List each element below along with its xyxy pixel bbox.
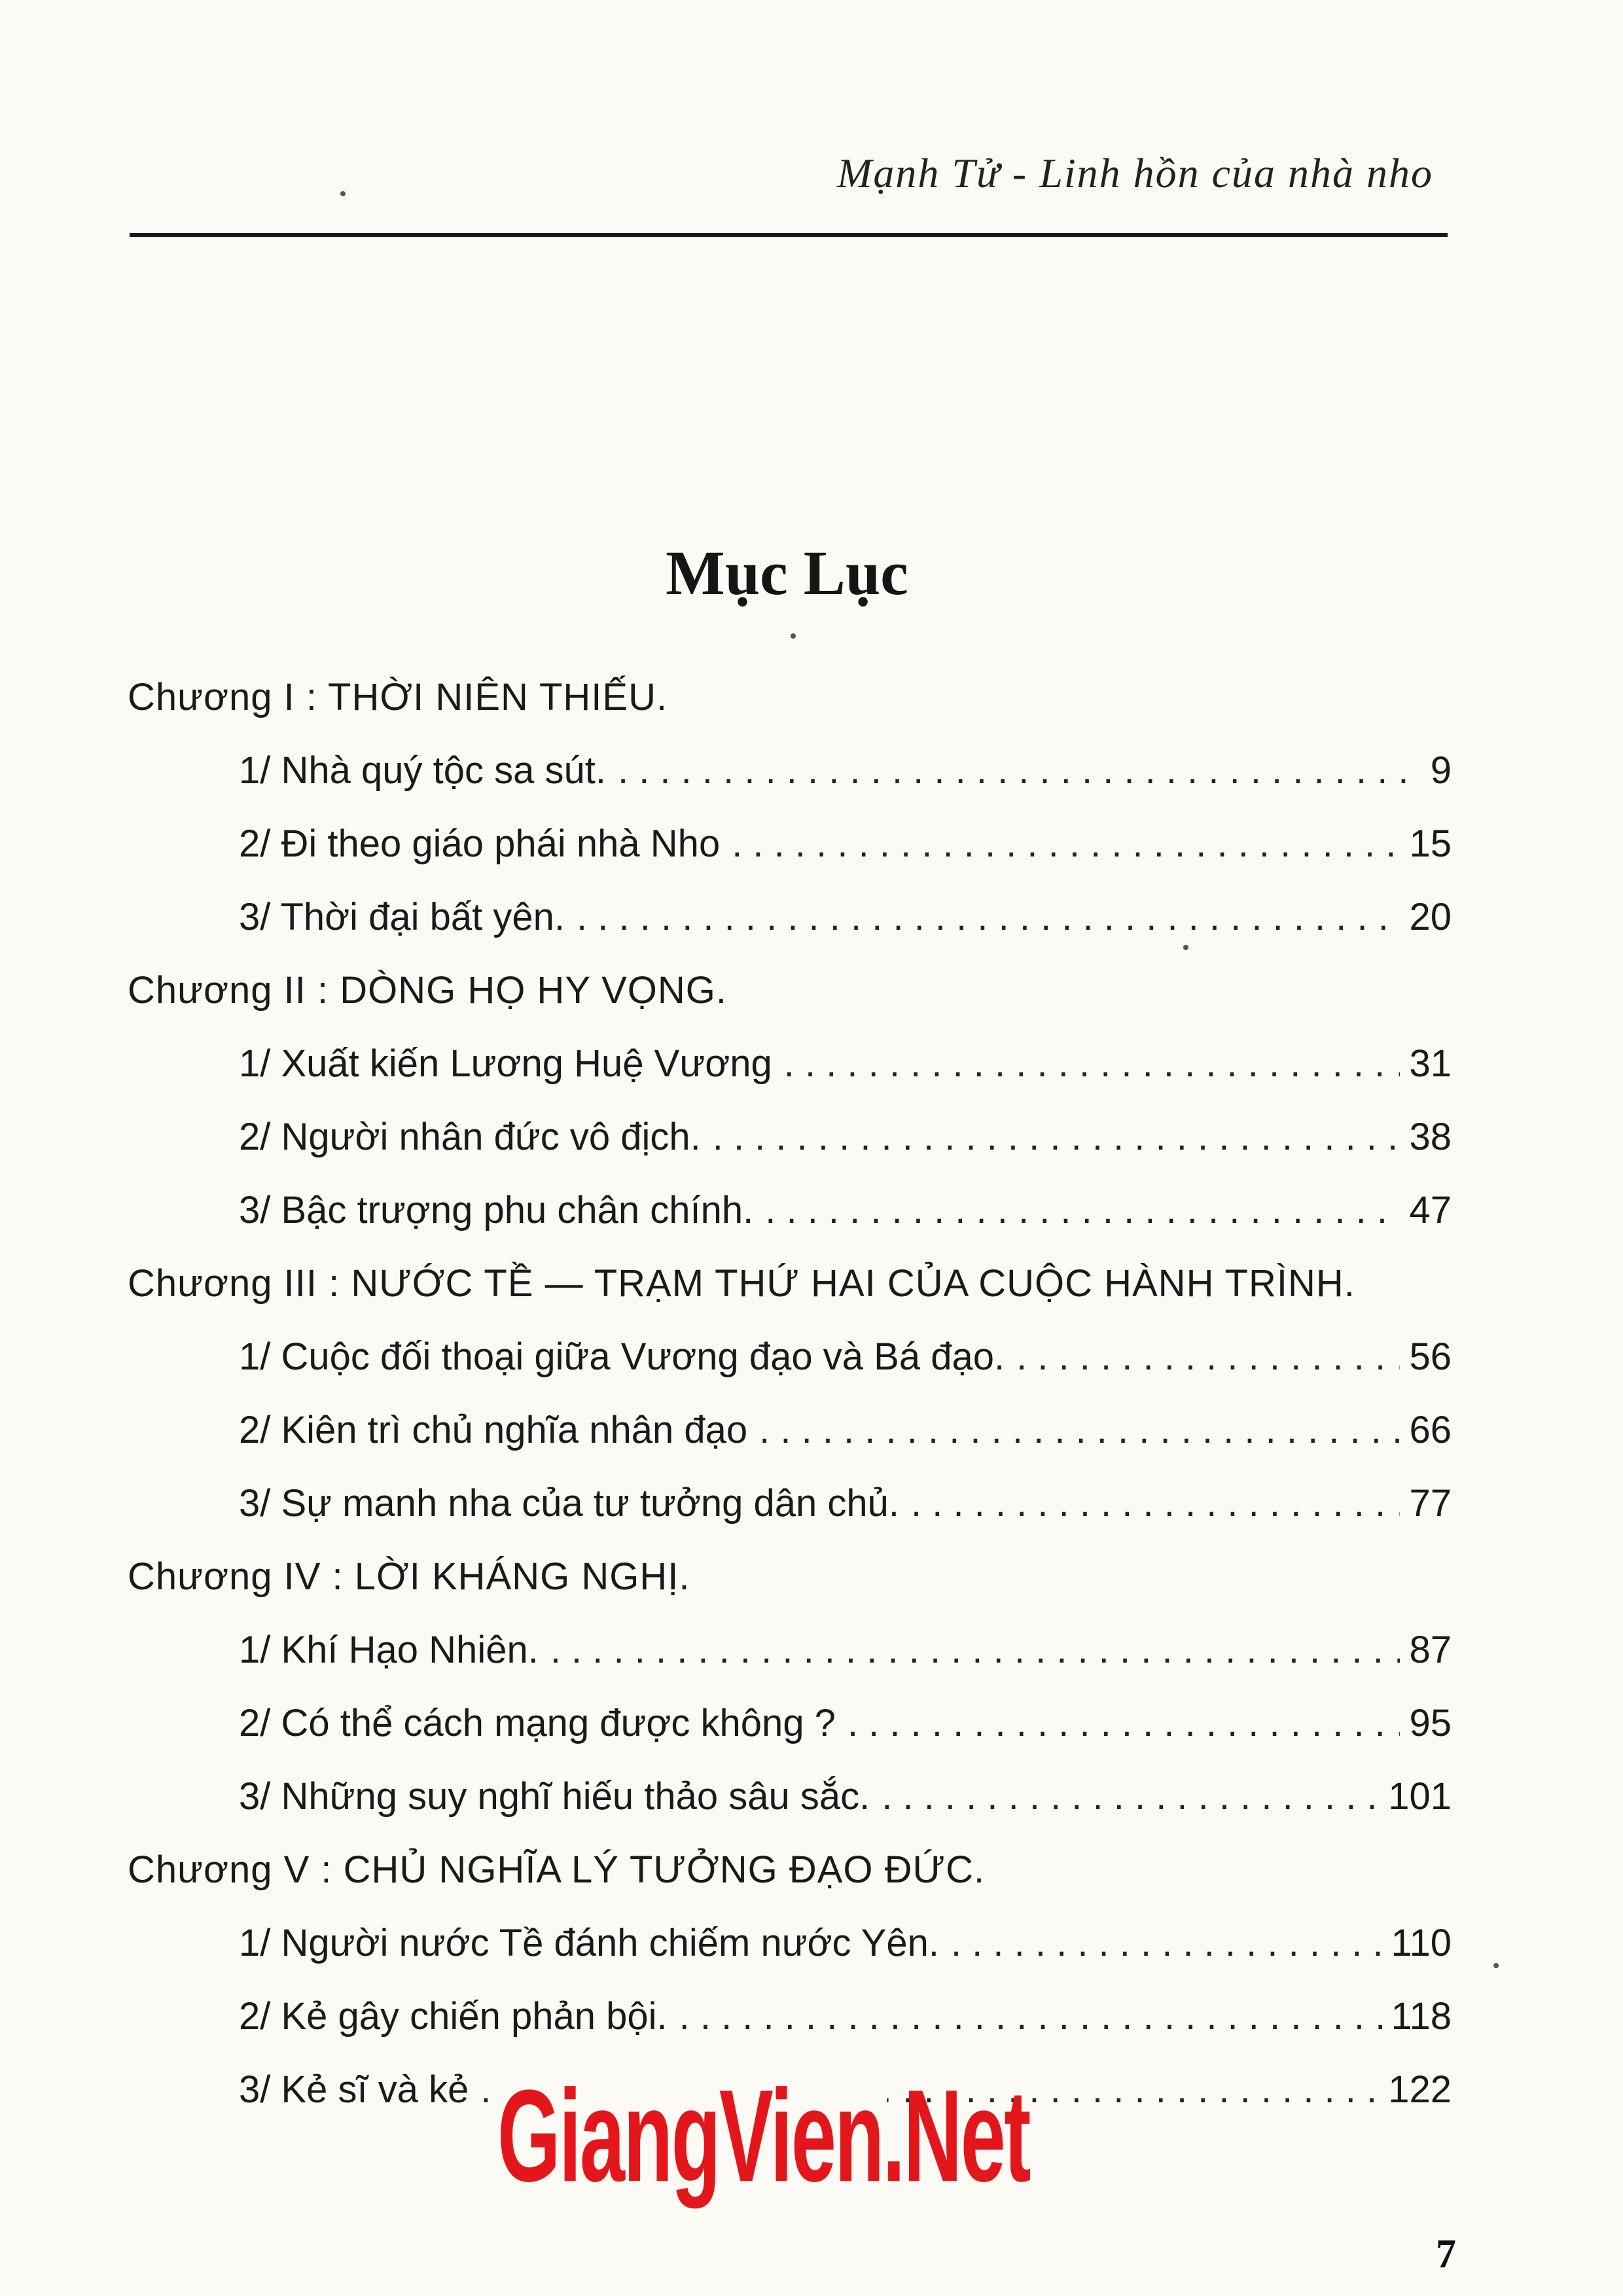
- toc-entry: [0, 807, 1623, 881]
- entry-label: 2/ Kiên trì chủ nghĩa nhân đạo: [239, 1409, 748, 1451]
- toc-entry: [0, 1980, 1623, 2053]
- table-of-contents: [0, 661, 1623, 2127]
- entry-page: 66: [1409, 1409, 1452, 1451]
- entry-label: 2/ Có thể cách mạng được không ?: [239, 1702, 836, 1744]
- watermark-text: GiangVien.Net: [497, 2058, 887, 2215]
- entry-label: 3/ Thời đại bất yên.: [239, 896, 565, 938]
- entry-page: 56: [1409, 1335, 1452, 1378]
- dot-leader: [713, 1101, 1400, 1174]
- entry-page: 31: [1409, 1042, 1452, 1085]
- dot-leader: [759, 1394, 1400, 1467]
- toc-entry: [0, 881, 1623, 954]
- entry-page: 87: [1409, 1629, 1452, 1671]
- chapter-heading: Chương IV : LỜI KHÁNG NGHỊ.: [128, 1555, 690, 1598]
- dot-leader: [550, 1614, 1400, 1687]
- entry-label: 1/ Cuộc đối thoại giữa Vương đạo và Bá đạo.: [239, 1335, 1005, 1378]
- chapter-heading: Chương I : THỜI NIÊN THIẾU.: [128, 676, 668, 718]
- entry-label: 2/ Đi theo giáo phái nhà Nho: [239, 822, 721, 865]
- watermark-logo: [497, 2058, 1126, 2215]
- toc-entry: [0, 1174, 1623, 1247]
- dot-leader: [847, 1687, 1400, 1760]
- dot-leader: [882, 1760, 1379, 1833]
- toc-entry: [0, 734, 1623, 807]
- entry-label: 1/ Khí Hạo Nhiên.: [239, 1629, 539, 1671]
- dot-leader: [577, 881, 1400, 954]
- entry-page: 47: [1409, 1189, 1452, 1231]
- dot-leader: [732, 807, 1400, 881]
- entry-page: 77: [1409, 1482, 1452, 1525]
- toc-entry: [0, 1760, 1623, 1833]
- toc-title: Mục Lục: [666, 538, 908, 608]
- entry-label: 2/ Người nhân đức vô địch.: [239, 1116, 701, 1158]
- entry-label: 3/ Sự manh nha của tư tưởng dân chủ.: [239, 1482, 899, 1525]
- toc-entry: [0, 1467, 1623, 1540]
- entry-label: 3/ Kẻ sĩ và kẻ: [239, 2068, 469, 2111]
- toc-entry: [0, 1907, 1623, 1980]
- chapter-heading: Chương V : CHỦ NGHĨA LÝ TƯỞNG ĐẠO ĐỨC.: [128, 1848, 986, 1891]
- dot-leader: [951, 1907, 1382, 1980]
- dot-leader: [1016, 1320, 1400, 1394]
- entry-page: 9: [1430, 749, 1452, 792]
- chapter-heading: Chương III : NƯỚC TỀ — TRẠM THỨ HAI CỦA CUỘC HÀNH TRÌNH.: [128, 1262, 1355, 1305]
- toc-entry: [0, 1394, 1623, 1467]
- toc-entry: [0, 1320, 1623, 1394]
- running-header: Mạnh Tử - Linh hồn của nhà nho: [837, 150, 1433, 196]
- toc-entry: [0, 1101, 1623, 1174]
- header-rule: [130, 233, 1448, 237]
- entry-label: 1/ Nhà quý tộc sa sút.: [239, 749, 606, 792]
- entry-label: 3/ Những suy nghĩ hiếu thảo sâu sắc.: [239, 1775, 870, 1818]
- toc-entry: [0, 1027, 1623, 1101]
- entry-page: 122: [1388, 2068, 1452, 2111]
- dot-leader: [765, 1174, 1400, 1247]
- chapter-heading: Chương II : DÒNG HỌ HY VỌNG.: [128, 969, 727, 1012]
- entry-page: 38: [1409, 1116, 1452, 1158]
- entry-label: 1/ Xuất kiến Lương Huệ Vương: [239, 1042, 772, 1085]
- entry-label: 3/ Bậc trượng phu chân chính.: [239, 1189, 754, 1231]
- entry-page: 101: [1388, 1775, 1452, 1818]
- scan-speck: [791, 633, 796, 639]
- entry-page: 15: [1409, 822, 1452, 865]
- entry-page: 110: [1391, 1922, 1452, 1964]
- toc-entry: [0, 1614, 1623, 1687]
- scan-speck: [1183, 945, 1188, 950]
- dot-leader: [911, 1467, 1400, 1540]
- entry-label: 2/ Kẻ gây chiến phản bội.: [239, 1995, 668, 2038]
- entry-page: 118: [1391, 1995, 1452, 2038]
- scan-speck: [1493, 1963, 1499, 1968]
- dot-leader: [679, 1980, 1382, 2053]
- scan-speck: [340, 191, 346, 196]
- entry-page: 95: [1409, 1702, 1452, 1744]
- entry-page: 20: [1409, 896, 1452, 938]
- dot-leader: [618, 734, 1421, 807]
- entry-label: 1/ Người nước Tề đánh chiếm nước Yên.: [239, 1922, 939, 1964]
- dot-leader: [784, 1027, 1400, 1101]
- toc-entry: [0, 1687, 1623, 1760]
- page-number: 7: [1436, 2232, 1456, 2276]
